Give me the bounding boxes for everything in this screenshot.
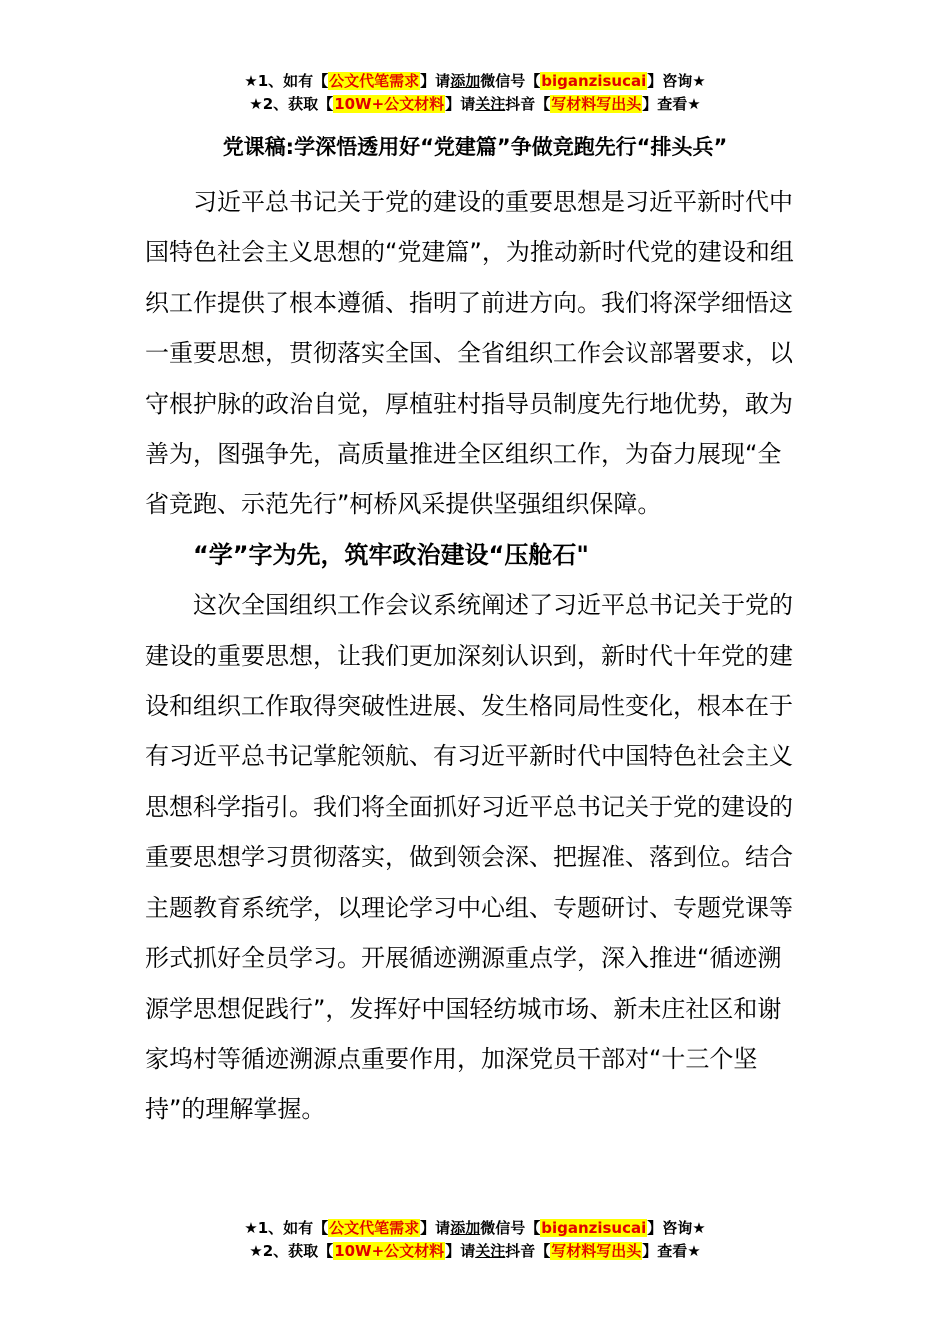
section-heading-1: “学”字为先，筑牢政治建设“压舱石": [193, 540, 589, 569]
promo-highlight: 10W+公文材料: [334, 1242, 445, 1260]
promo-text: 】咨询★: [647, 72, 706, 90]
promo-underlined: 关注: [475, 1242, 506, 1260]
promo-highlight: 公文代笔需求: [329, 1219, 420, 1237]
promo-text: ★1、如有【: [244, 1219, 329, 1237]
promo-highlight: 公文代笔需求: [329, 72, 420, 90]
promo-underlined: 添加: [450, 72, 481, 90]
promo-text: 】查看★: [642, 95, 701, 113]
body-paragraph-2: 这次全国组织工作会议系统阐述了习近平总书记关于党的建设的重要思想，让我们更加深刻认识到，新时代十年党的建设和组织工作取得突破性进展、发生格同局性变化，根本在于有习近平总书记掌舵领航、有习近平新时代中国特色社会主义思想科学指引。我们将全面抓好习近平总书记关于党的建设的重要思想学习贯彻落实，做到领会深、把握准、落到位。结合主题教育系统学，以理论学习中心组、专题研讨、专题党课等形式抓好全员学习。开展循迹溯源重点学，深入推进“循迹溯源学思想促践行”，发挥好中国轻纺城市场、新未庄社区和谢家坞村等循迹溯源点重要作用，加深党员干部对“十三个坚持”的理解掌握。: [145, 591, 793, 1124]
promo-line-2: [0, 93, 950, 116]
promo-text: 抖音【: [505, 95, 551, 113]
promo-text: ★2、获取【: [249, 95, 334, 113]
promo-text: 】咨询★: [647, 1219, 706, 1237]
promo-line-1: [0, 1217, 950, 1240]
promo-text: ★2、获取【: [249, 1242, 334, 1260]
document-title: 党课稿:学深悟透用好“党建篇”争做竞跑先行“排头兵”: [222, 135, 728, 159]
promo-text: 微信号【: [480, 1219, 541, 1237]
promo-underlined: 添加: [450, 1219, 481, 1237]
promo-text: 】请: [420, 72, 451, 90]
promo-text: ★1、如有【: [244, 72, 329, 90]
promo-line-1: [0, 70, 950, 93]
body-paragraph-1: 习近平总书记关于党的建设的重要思想是习近平新时代中国特色社会主义思想的“党建篇”，为推动新时代党的建设和组织工作提供了根本遵循、指明了前进方向。我们将深学细悟这一重要思想，贯彻落实全国、全省组织工作会议部署要求，以守根护脉的政治自觉，厚植驻村指导员制度先行地优势，敢为善为，图强争先，高质量推进全区组织工作，为奋力展现“全省竞跑、示范先行”柯桥风采提供坚强组织保障。: [145, 188, 794, 519]
promo-text: 微信号【: [480, 72, 541, 90]
promo-text: 】请: [420, 1219, 451, 1237]
promo-highlight: 10W+公文材料: [334, 95, 445, 113]
promo-highlight: biganzisucai: [541, 72, 647, 90]
promo-header: [0, 70, 950, 116]
promo-text: 】请: [445, 1242, 476, 1260]
promo-line-2: [0, 1240, 950, 1263]
promo-text: 】查看★: [642, 1242, 701, 1260]
document-body: [145, 177, 805, 1135]
promo-underlined: 关注: [475, 95, 506, 113]
promo-footer: [0, 1217, 950, 1263]
promo-highlight: 写材料写出头: [551, 95, 642, 113]
promo-text: 】请: [445, 95, 476, 113]
promo-highlight: biganzisucai: [541, 1219, 647, 1237]
promo-text: 抖音【: [505, 1242, 551, 1260]
promo-highlight: 写材料写出头: [551, 1242, 642, 1260]
